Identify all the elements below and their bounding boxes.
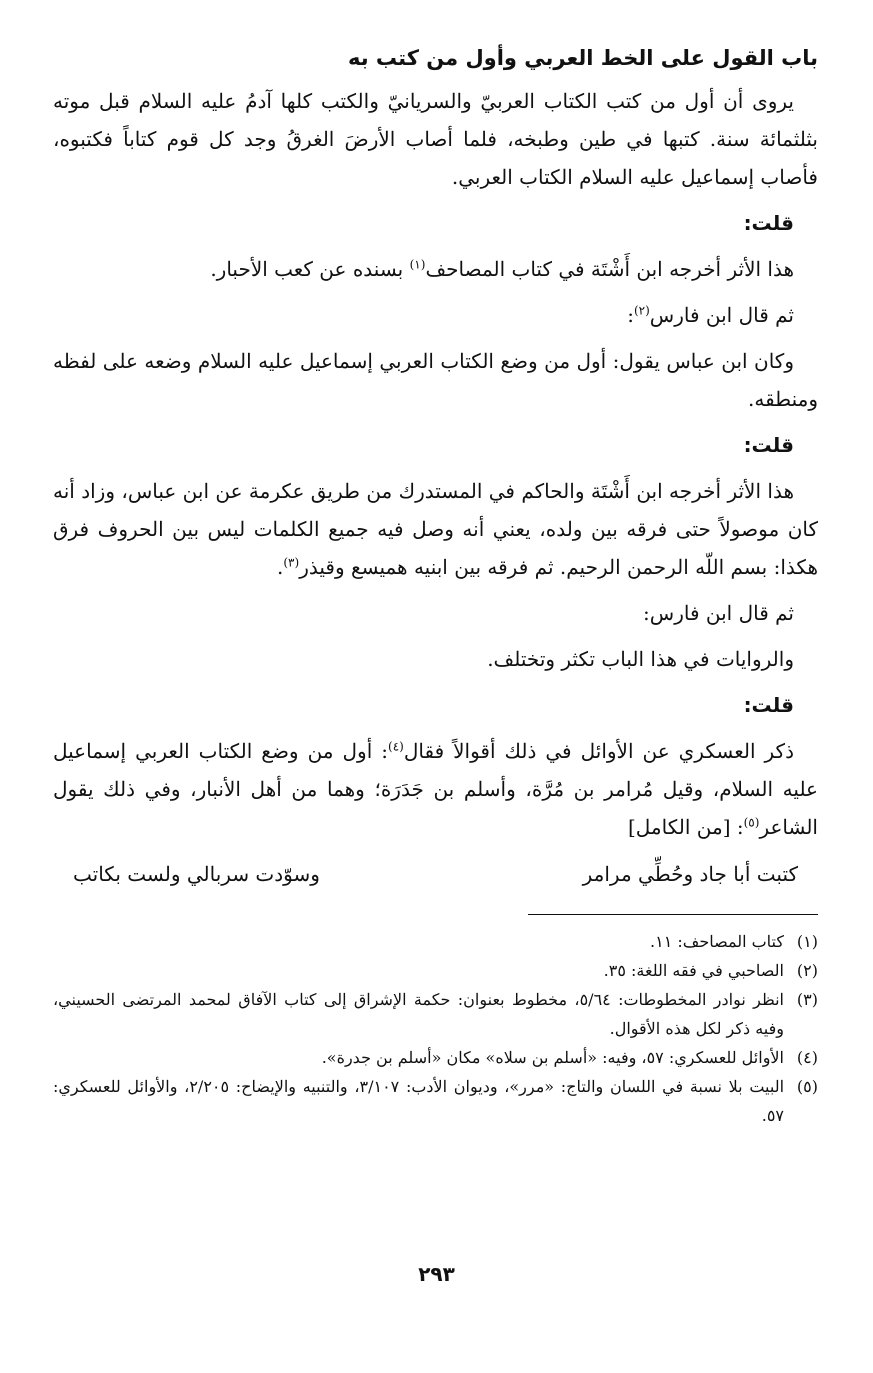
- footnote-item: [53, 985, 818, 1043]
- qult-label-3: قلت:: [743, 693, 794, 717]
- paragraph-3-text: ثم قال ابن فارس: [649, 303, 794, 327]
- footnote-ref-2: (٢): [633, 303, 650, 318]
- chapter-heading: باب القول على الخط العربي وأول من كتب به: [347, 46, 818, 70]
- footnote-number: (٣): [796, 990, 818, 1009]
- paragraph-2: [53, 250, 818, 288]
- qult-label-2: قلت:: [743, 433, 794, 457]
- paragraph-5-tail: .: [277, 555, 284, 579]
- paragraph-5: [53, 472, 818, 586]
- footnote-item: [53, 1043, 818, 1072]
- verse-second-hemistich: وسوّدت سربالي ولست بكاتب: [73, 862, 320, 886]
- paragraph-1: يروى أن أول من كتب الكتاب العربيّ والسريانيّ والكتب كلها آدمُ عليه السلام قبل موته بثلثمائة سنة. كتبها في طين وطبخه، فلما أصاب الأرضَ الغرقُ وجد كل قوم كتاباً فكتبوه، فأصاب إسماعيل عليه السلام الكتاب العربي.: [53, 89, 818, 189]
- footnote-text: كتاب المصاحف: ١١.: [650, 932, 784, 951]
- paragraph-8: [53, 732, 818, 846]
- paragraph-3-tail: :: [627, 303, 634, 327]
- paragraph-3: [53, 296, 818, 334]
- paragraph-7: والروايات في هذا الباب تكثر وتختلف.: [487, 647, 794, 671]
- qult-label-1: قلت:: [743, 211, 794, 235]
- paragraph-2-text: هذا الأثر أخرجه ابن أَشْتَة في كتاب المصاحف: [425, 257, 794, 281]
- footnote-ref-4: (٤): [388, 739, 404, 754]
- paragraph-8-tail: : [من الكامل]: [627, 815, 744, 839]
- paragraph-4: وكان ابن عباس يقول: أول من وضع الكتاب العربي إسماعيل عليه السلام وضعه على لفظه ومنطقه.: [53, 349, 818, 411]
- footnotes: [53, 927, 818, 1130]
- footnote-divider: [528, 914, 818, 915]
- footnote-ref-3: (٣): [283, 555, 300, 570]
- poetry-verse: [73, 854, 798, 894]
- footnote-text: الصاحبي في فقه اللغة: ٣٥.: [603, 961, 784, 980]
- footnote-text: انظر نوادر المخطوطات: ٥/٦٤، مخطوط بعنوان: حكمة الإشراق إلى كتاب الآفاق لمحمد المرتضى الحسيني، وفيه ذكر لكل هذه الأقوال.: [53, 990, 785, 1038]
- verse-first-hemistich: كتبت أبا جاد وحُطِّي مرامر: [582, 862, 798, 886]
- paragraph-2-tail: بسنده عن كعب الأحبار.: [210, 257, 410, 281]
- paragraph-8-mid: : أول من وضع الكتاب العربي إسماعيل عليه السلام، وقيل مُرامر بن مُرَّة، وأسلم بن جَدَرَة؛ وهما من أهل الأنبار، وفي ذلك يقول الشاعر: [53, 739, 818, 839]
- paragraph-8-text: ذكر العسكري عن الأوائل في ذلك أقوالاً فقال: [403, 739, 794, 763]
- footnote-number: (١): [796, 932, 818, 951]
- paragraph-6: ثم قال ابن فارس:: [643, 601, 794, 625]
- footnote-text: الأوائل للعسكري: ٥٧، وفيه: «أسلم بن سلاه» مكان «أسلم بن جدرة».: [321, 1048, 784, 1067]
- footnote-ref-5: (٥): [743, 815, 760, 830]
- page-body: [53, 40, 818, 1130]
- footnote-item: [53, 1072, 818, 1130]
- footnote-number: (٤): [796, 1048, 818, 1067]
- footnote-text: البيت بلا نسبة في اللسان والتاج: «مرر»، وديوان الأدب: ٣/١٠٧، والتنبيه والإيضاح: ٢/٢٠٥، والأوائل للعسكري: ٥٧.: [53, 1077, 785, 1125]
- footnote-number: (٥): [796, 1077, 818, 1096]
- footnote-item: [53, 956, 818, 985]
- footnote-ref-1: (١): [409, 257, 426, 272]
- paragraph-5-text: هذا الأثر أخرجه ابن أَشْتَة والحاكم في المستدرك من طريق عكرمة عن ابن عباس، وزاد أنه كان موصولاً حتى فرقه بين ولده، يعني أنه وصل فيه جميع الكلمات ليس بين الحروف فرق هكذا: بسم اللّه الرحمن الرحيم. ثم فرقه بين ابنيه هميسع وقيذر: [53, 479, 818, 579]
- footnote-number: (٢): [796, 961, 818, 980]
- page-number: ٢٩٣: [418, 1262, 455, 1286]
- footnote-item: [53, 927, 818, 956]
